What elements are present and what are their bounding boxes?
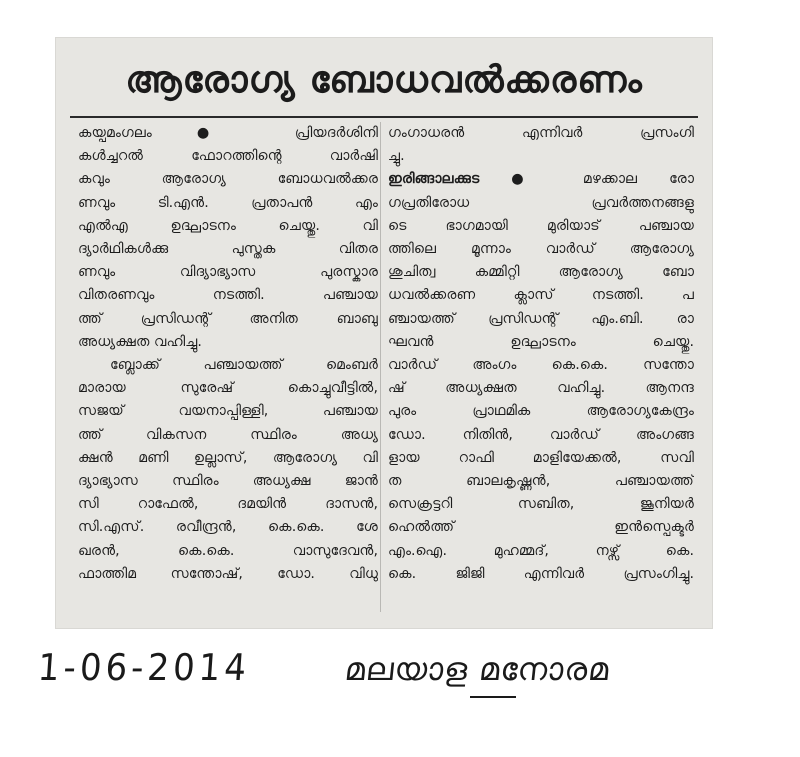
- newspaper-clipping: [56, 38, 712, 628]
- article-line: ഗംഗാധരൻ എന്നിവർ പ്രസംഗി: [388, 125, 694, 141]
- handwritten-source: മലയാള മനോരമ: [343, 650, 612, 688]
- article-line: കവും ആരോഗ്യ ബോധവൽക്കര: [78, 171, 378, 188]
- article-line: ഡോ. നിതിൻ, വാർഡ് അംഗങ്ങ: [388, 426, 694, 443]
- article-line: [388, 168, 694, 191]
- article-line: സി റാഫേൽ, ദമയിൻ ദാസൻ,: [78, 496, 378, 513]
- article-line: ണവും വിദ്യാഭ്യാസ പുരസ്കാര: [78, 264, 378, 281]
- article-line: ണവും ടി.എൻ. പ്രതാപൻ എം: [78, 194, 378, 211]
- article-line: ത ബാലകൃഷ്ണൻ, പഞ്ചായത്ത്: [388, 473, 694, 490]
- article-column-left: [78, 122, 378, 586]
- column-divider: [380, 122, 381, 612]
- article-line: ദ്യാഭ്യാസ സ്ഥിരം അധ്യക്ഷ ജാൻ: [78, 473, 378, 490]
- article-line: സജയ് വയനാപ്പിള്ളി, പഞ്ചായ: [78, 403, 378, 420]
- article-line: വാർഡ് അംഗം കെ.കെ. സന്തോ: [388, 357, 694, 374]
- dateline: ഇരിങ്ങാലക്കുട: [388, 171, 480, 188]
- article-line-text: ● മഴക്കാല രോ: [479, 171, 694, 188]
- article-line: ച്ചു.: [388, 148, 405, 165]
- headline-rule: [70, 116, 698, 118]
- article-line: ദ്യാർഥികൾക്കു പുസ്തക വിതര: [78, 241, 378, 258]
- article-line: ളായ റാഫി മാളിയേക്കൽ, സവി: [388, 449, 694, 466]
- article-line: ശുചിത്വ കമ്മിറ്റി ആരോഗ്യ ബോ: [388, 264, 694, 281]
- article-line: ടെ ഭാഗമായി മുരിയാട് പഞ്ചായ: [388, 217, 694, 234]
- article-line: ത്ത് പ്രസിഡന്റ് അനിത ബാബു: [78, 310, 378, 327]
- article-line: ഹെൽത്ത് ഇൻസ്പെക്ടർ: [388, 519, 694, 536]
- article-line: സെക്രട്ടറി സബിത, ജൂനിയർ: [388, 496, 694, 513]
- handwritten-date: 1-06-2014: [36, 646, 252, 690]
- article-line: ത്ത് വികസന സ്ഥിരം അധ്യ: [78, 426, 378, 443]
- article-line: ഖരൻ, കെ.കെ. വാസുദേവൻ,: [78, 542, 378, 559]
- article-line: കയ്പമംഗലം ● പ്രിയദർശിനി: [78, 125, 378, 141]
- article-line: എം.ഐ. മുഹമ്മദ്, നഴ്സ് കെ.: [388, 542, 694, 559]
- article-line: ബ്ലോക്ക് പഞ്ചായത്ത് മെംബർ: [110, 357, 378, 374]
- article-line: ത്തിലെ മൂന്നാം വാർഡ് ആരോഗ്യ: [388, 241, 694, 258]
- article-line: ഘവൻ ഉദ്ഘാടനം ചെയ്തു.: [388, 333, 694, 350]
- article-line: അധ്യക്ഷത വഹിച്ചു.: [78, 333, 202, 350]
- headline: ആരോഗ്യ ബോധവൽക്കരണം: [125, 58, 643, 101]
- article-column-right: [388, 122, 694, 586]
- article-line: ഗപ്രതിരോധ പ്രവർത്തനങ്ങളു: [388, 194, 694, 211]
- article-line: ക്ഷൻ മണി ഉല്ലാസ്, ആരോഗ്യ വി: [78, 449, 378, 466]
- article-line: വിതരണവും നടത്തി. പഞ്ചായ: [78, 287, 378, 304]
- article-line: ഷ് അധ്യക്ഷത വഹിച്ചു. ആനന്ദ: [388, 380, 694, 397]
- article-line: ധവൽക്കരണ ക്ലാസ് നടത്തി. പ: [388, 287, 694, 304]
- article-line: കൾച്ചറൽ ഫോറത്തിന്റെ വാർഷി: [78, 148, 378, 165]
- article-line: ഞ്ചായത്ത് പ്രസിഡന്റ് എം.ബി. രാ: [388, 310, 694, 327]
- article-line: മാരായ സുരേഷ് കൊച്ചുവീട്ടിൽ,: [78, 380, 378, 397]
- article-line: എൽഎ ഉദ്ഘാടനം ചെയ്തു. വി: [78, 217, 378, 234]
- handwritten-underline: [470, 696, 516, 698]
- article-line: പുരം പ്രാഥമിക ആരോഗ്യകേന്ദ്രം: [388, 403, 694, 420]
- article-line: സി.എസ്. രവീന്ദ്രൻ, കെ.കെ. ശേ: [78, 519, 378, 536]
- article-line: ഫാത്തിമ സന്തോഷ്, ഡോ. വിധു: [78, 565, 378, 582]
- article-line: കെ. ജിജി എന്നിവർ പ്രസംഗിച്ചു.: [388, 565, 694, 582]
